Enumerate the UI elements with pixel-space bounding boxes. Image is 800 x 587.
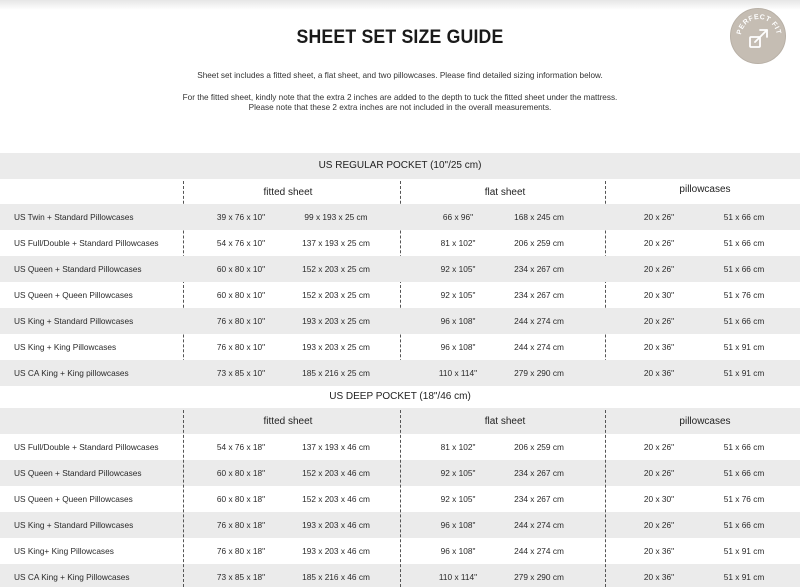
row-product: US Full/Double + Standard Pillowcases — [14, 238, 159, 248]
fitted-inches: 73 x 85 x 10" — [216, 368, 266, 378]
fitted-cm: 152 x 203 x 25 cm — [302, 264, 370, 274]
flat-inches: 92 x 105" — [440, 290, 476, 300]
fitted-inches: 60 x 80 x 18" — [216, 468, 266, 478]
flat-inches: 81 x 102" — [440, 442, 476, 452]
pillow-inches: 20 x 26" — [643, 264, 675, 274]
table-row — [0, 256, 800, 282]
row-product: US King + Standard Pillowcases — [14, 520, 134, 530]
pillow-inches: 20 x 26" — [643, 238, 675, 248]
flat-cm: 168 x 245 cm — [514, 212, 564, 222]
pillow-cm: 51 x 76 cm — [723, 290, 765, 300]
flat-inches: 92 x 105" — [440, 264, 476, 274]
pillow-inches: 20 x 36" — [643, 546, 675, 556]
pillow-inches: 20 x 36" — [643, 572, 675, 582]
flat-cm: 279 x 290 cm — [514, 368, 564, 378]
perfect-fit-badge-graphic — [731, 9, 787, 65]
row-product: US Queen + Queen Pillowcases — [14, 290, 133, 300]
section-title-regular: US REGULAR POCKET (10"/25 cm) — [0, 153, 800, 179]
row-product: US CA King + King Pillowcases — [14, 572, 130, 582]
pillow-cm: 51 x 66 cm — [723, 212, 765, 222]
top-shadow-bar — [0, 0, 800, 10]
perfect-fit-badge — [730, 8, 786, 64]
flat-cm: 244 x 274 cm — [514, 316, 564, 326]
header-flat-deep: flat sheet — [484, 416, 526, 427]
flat-inches: 92 x 105" — [440, 494, 476, 504]
pillow-inches: 20 x 26" — [643, 442, 675, 452]
flat-inches: 110 x 114" — [438, 368, 478, 378]
fitted-cm: 185 x 216 x 46 cm — [302, 572, 370, 582]
row-product: US Queen + Standard Pillowcases — [14, 264, 142, 274]
flat-cm: 244 x 274 cm — [514, 546, 564, 556]
fitted-inches: 60 x 80 x 18" — [216, 494, 266, 504]
header-flat-regular: flat sheet — [484, 187, 526, 198]
fitted-inches: 76 x 80 x 10" — [216, 342, 266, 352]
fitted-cm: 99 x 193 x 25 cm — [304, 212, 368, 222]
fitted-cm: 193 x 203 x 25 cm — [302, 316, 370, 326]
row-product: US CA King + King pillowcases — [14, 368, 129, 378]
header-fitted-regular: fitted sheet — [263, 187, 313, 198]
flat-cm: 234 x 267 cm — [514, 494, 564, 504]
fitted-inches: 60 x 80 x 10" — [216, 290, 266, 300]
fitted-cm: 152 x 203 x 46 cm — [302, 494, 370, 504]
fitted-cm: 152 x 203 x 46 cm — [302, 468, 370, 478]
page-title: SHEET SET SIZE GUIDE — [296, 27, 504, 48]
table-row — [0, 204, 800, 230]
flat-cm: 206 x 259 cm — [514, 442, 564, 452]
badge-text: PERFECT FIT — [736, 13, 782, 36]
row-product: US Queen + Queen Pillowcases — [14, 494, 133, 504]
fitted-cm: 193 x 203 x 46 cm — [302, 546, 370, 556]
row-product: US King + Standard Pillowcases — [14, 316, 134, 326]
pillow-inches: 20 x 30" — [643, 494, 675, 504]
section-title-deep: US DEEP POCKET (18"/46 cm) — [329, 391, 471, 402]
flat-inches: 96 x 108" — [440, 316, 476, 326]
pillow-cm: 51 x 66 cm — [723, 238, 765, 248]
pillow-cm: 51 x 91 cm — [723, 546, 765, 556]
header-pillow-deep: pillowcases — [679, 416, 731, 427]
intro-line-1: Sheet set includes a fitted sheet, a flat sheet, and two pillowcases. Please find detailed sizing information below. — [197, 71, 603, 80]
flat-cm: 244 x 274 cm — [514, 342, 564, 352]
flat-inches: 81 x 102" — [440, 238, 476, 248]
fitted-inches: 73 x 85 x 18" — [216, 572, 266, 582]
fitted-inches: 76 x 80 x 10" — [216, 316, 266, 326]
pillow-inches: 20 x 36" — [643, 342, 675, 352]
fitted-cm: 152 x 203 x 25 cm — [302, 290, 370, 300]
pillow-cm: 51 x 66 cm — [723, 468, 765, 478]
pillow-inches: 20 x 30" — [643, 290, 675, 300]
column-divider — [605, 410, 606, 587]
pillow-cm: 51 x 91 cm — [723, 572, 765, 582]
fitted-inches: 54 x 76 x 10" — [216, 238, 266, 248]
flat-cm: 206 x 259 cm — [514, 238, 564, 248]
intro-line-3: Please note that these 2 extra inches are not included in the overall measurements. — [248, 103, 552, 112]
fitted-cm: 193 x 203 x 25 cm — [302, 342, 370, 352]
row-product: US King+ King Pillowcases — [14, 546, 114, 556]
pillow-cm: 51 x 76 cm — [723, 494, 765, 504]
header-pillow-regular: pillowcases — [679, 184, 731, 195]
pillow-inches: 20 x 26" — [643, 316, 675, 326]
pillow-inches: 20 x 36" — [643, 368, 675, 378]
flat-inches: 92 x 105" — [440, 468, 476, 478]
fitted-inches: 60 x 80 x 10" — [216, 264, 266, 274]
pillow-cm: 51 x 66 cm — [723, 520, 765, 530]
column-divider — [183, 410, 184, 587]
flat-cm: 234 x 267 cm — [514, 264, 564, 274]
row-product: US Full/Double + Standard Pillowcases — [14, 442, 159, 452]
fitted-inches: 39 x 76 x 10" — [216, 212, 266, 222]
row-product: US Twin + Standard Pillowcases — [14, 212, 134, 222]
pillow-cm: 51 x 91 cm — [723, 368, 765, 378]
pillow-inches: 20 x 26" — [643, 468, 675, 478]
table-row — [0, 282, 800, 308]
header-fitted-deep: fitted sheet — [263, 416, 313, 427]
fitted-cm: 137 x 193 x 46 cm — [302, 442, 370, 452]
column-divider — [400, 410, 401, 587]
row-product: US King + King Pillowcases — [14, 342, 117, 352]
flat-cm: 279 x 290 cm — [514, 572, 564, 582]
fitted-cm: 185 x 216 x 25 cm — [302, 368, 370, 378]
flat-cm: 234 x 267 cm — [514, 290, 564, 300]
flat-cm: 244 x 274 cm — [514, 520, 564, 530]
flat-inches: 96 x 108" — [440, 520, 476, 530]
pillow-cm: 51 x 91 cm — [723, 342, 765, 352]
pillow-cm: 51 x 66 cm — [723, 316, 765, 326]
fitted-cm: 193 x 203 x 46 cm — [302, 520, 370, 530]
intro-line-2: For the fitted sheet, kindly note that the extra 2 inches are added to the depth to tuck the fitted sheet under the mattress. — [182, 93, 618, 102]
flat-inches: 66 x 96" — [442, 212, 474, 222]
row-product: US Queen + Standard Pillowcases — [14, 468, 142, 478]
flat-inches: 96 x 108" — [440, 342, 476, 352]
pillow-inches: 20 x 26" — [643, 212, 675, 222]
table-row — [0, 308, 800, 334]
pillow-cm: 51 x 66 cm — [723, 442, 765, 452]
fitted-inches: 76 x 80 x 18" — [216, 520, 266, 530]
table-row — [0, 360, 800, 386]
fitted-cm: 137 x 193 x 25 cm — [302, 238, 370, 248]
table-row — [0, 230, 800, 256]
pillow-inches: 20 x 26" — [643, 520, 675, 530]
flat-inches: 96 x 108" — [440, 546, 476, 556]
fitted-inches: 76 x 80 x 18" — [216, 546, 266, 556]
pillow-cm: 51 x 66 cm — [723, 264, 765, 274]
diagonal-arrow-icon — [750, 30, 767, 47]
table-row — [0, 334, 800, 360]
svg-text:PERFECT FIT — [736, 14, 782, 36]
fitted-inches: 54 x 76 x 18" — [216, 442, 266, 452]
flat-cm: 234 x 267 cm — [514, 468, 564, 478]
flat-inches: 110 x 114" — [438, 572, 478, 582]
